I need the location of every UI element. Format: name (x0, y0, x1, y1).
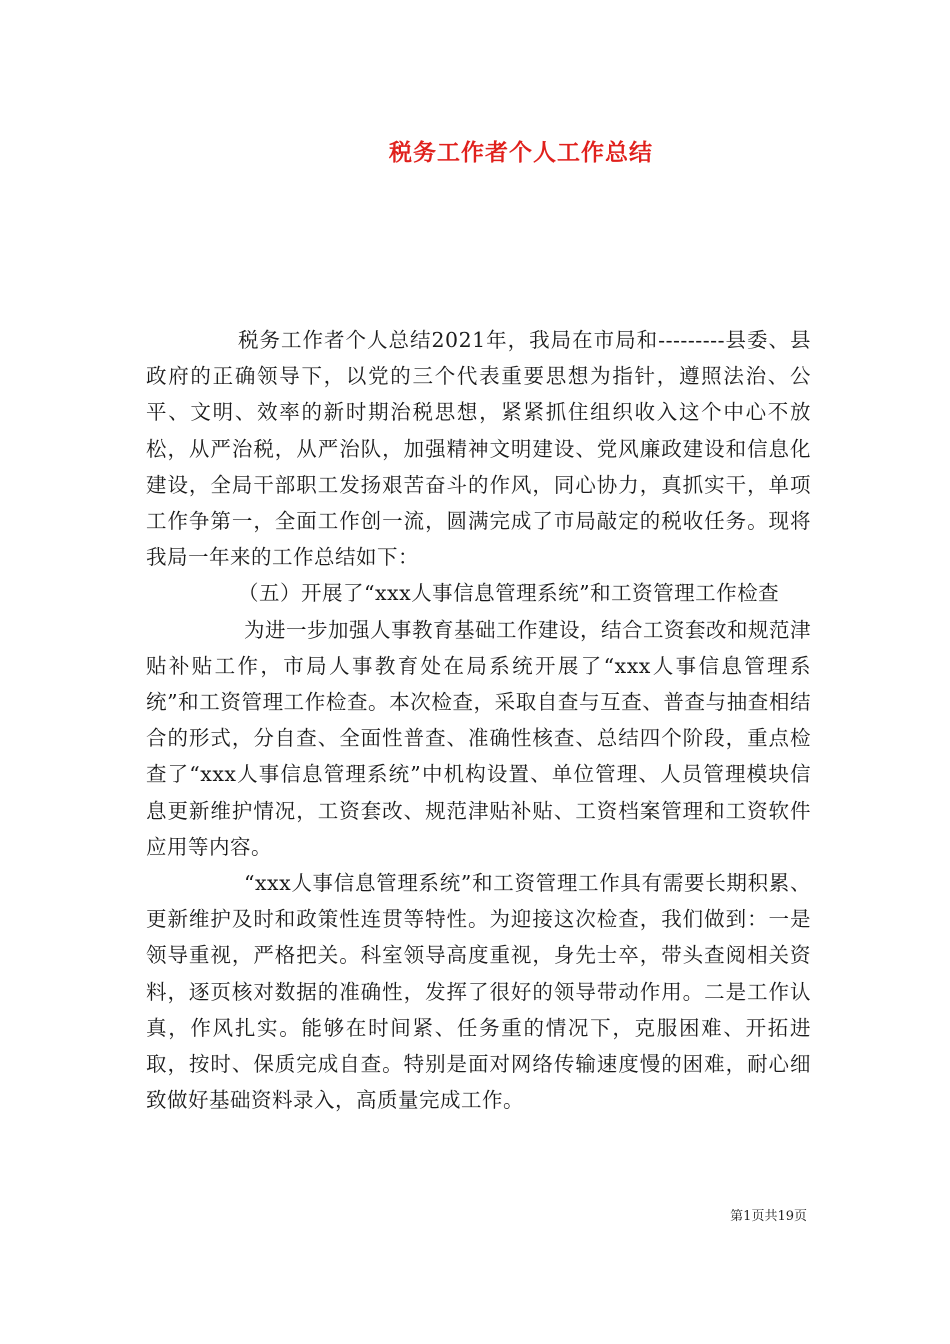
page-number: 第1页共19页 (730, 1209, 807, 1224)
document-body (146, 322, 811, 1118)
document-title: 税务工作者个人工作总结 (389, 140, 653, 166)
paragraph-measures: “xxx人事信息管理系统”和工资管理工作具有需要长期积累、更新维护及时和政策性连贯等特性。为迎接这次检查，我们做到：一是领导重视，严格把关。科室领导高度重视，身先士卒，带头查阅相关资料，逐页核对数据的准确性，发挥了很好的领导带动作用。二是工作认真，作风扎实。能够在时间紧、任务重的情况下，克服困难、开拓进取，按时、保质完成自查。特别是面对网络传输速度慢的困难，耐心细致做好基础资料录入，高质量完成工作。 (146, 871, 811, 1113)
paragraph-inspection: 为进一步加强人事教育基础工作建设，结合工资套改和规范津贴补贴工作，市局人事教育处在局系统开展了“xxx人事信息管理系统”和工资管理工作检查。本次检查，采取自查与互查、普查与抽查相结合的形式，分自查、全面性普查、准确性核查、总结四个阶段，重点检查了“xxx人事信息管理系统”中机构设置、单位管理、人员管理模块信息更新维护情况，工资套改、规范津贴补贴、工资档案管理和工资软件应用等内容。 (146, 617, 811, 859)
paragraph-intro: 税务工作者个人总结2021年，我局在市局和---------县委、县政府的正确领导下，以党的三个代表重要思想为指针，遵照法治、公平、文明、效率的新时期治税思想，紧紧抓住组织收入这个中心不放松，从严治税，从严治队，加强精神文明建设、党风廉政建设和信息化建设，全局干部职工发扬艰苦奋斗的作风，同心协力，真抓实干，单项工作争第一，全面工作创一流，圆满完成了市局敲定的税收任务。现将我局一年来的工作总结如下： (146, 328, 811, 570)
section-heading: （五）开展了“xxx人事信息管理系统”和工资管理工作检查 (238, 581, 780, 606)
